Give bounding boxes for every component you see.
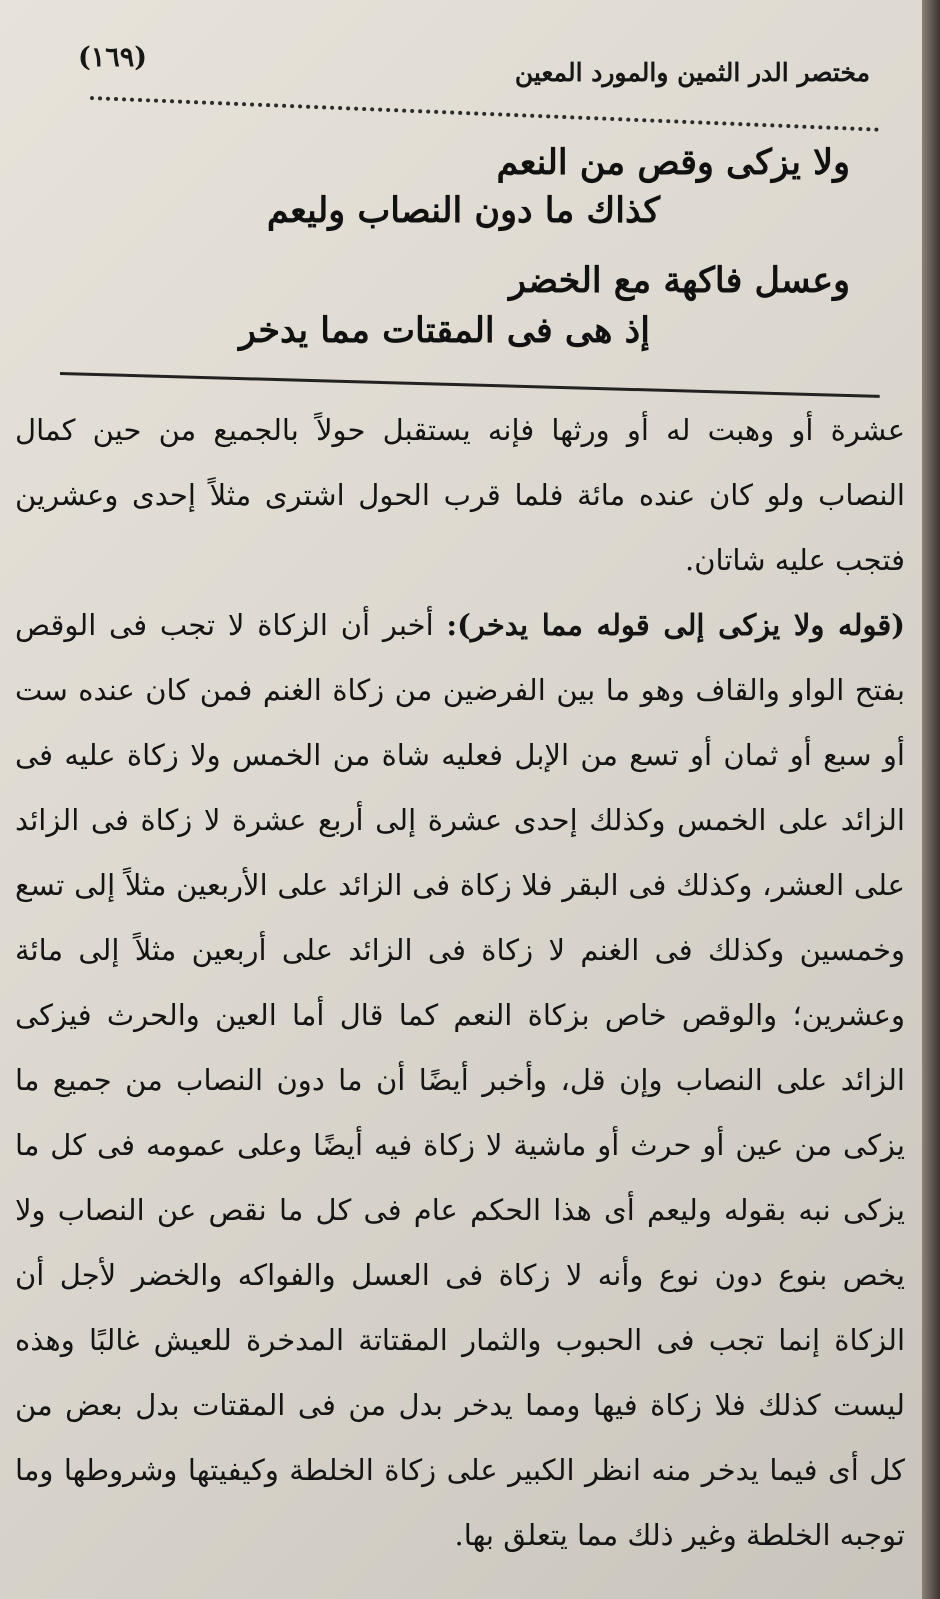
verse-separator-rule bbox=[60, 372, 880, 398]
commentary-body: أخبر أن الزكاة لا تجب فى الوقص بفتح الواو والقاف وهو ما بين الفرضين من زكاة الغنم فمن كان عنده ست أو سبع أو ثمان أو تسع من الإبل فعليه شاة من الخمس ولا زكاة عليه فى الزائد على الخمس وكذلك إحدى عشرة إلى أربع عشرة لا زكاة فى الزائد على العشر، وكذلك فى البقر فلا زكاة فى الزائد على الأربعين مثلاً إلى تسع وخمسين وكذلك فى الغنم لا زكاة فى الزائد على أربعين مثلاً إلى مائة وعشرين؛ والوقص خاص بزكاة النعم كما قال أما العين والحرث فيزكى الزائد على النصاب وإن قل، وأخبر أيضًا أن ما دون النصاب من جميع ما يزكى من عين أو حرث أو ماشية لا زكاة فيه أيضًا وعلى عمومه فى كل ما يزكى نبه بقوله وليعم أى هذا الحكم عام فى كل ما نقص عن النصاب ولا يخص بنوع دون نوع وأنه لا زكاة فى العسل والفواكه والخضر لأجل أن الزكاة إنما تجب فى الحبوب والثمار المقتاتة المدخرة للعيش غالبًا وهذه ليست كذلك فلا زكاة فيها ومما يدخر بدل من فى المقتات بدل بعض من كل أى فيما يدخر منه انظر الكبير على زكاة الخلطة وكيفيتها وشروطها وما توجبه الخلطة وغير ذلك مما يتعلق بها. bbox=[15, 608, 905, 1552]
page-number: (١٦٩) bbox=[78, 42, 148, 73]
running-title: مختصر الدر الثمين والمورد المعين bbox=[514, 58, 870, 87]
commentary-paragraph bbox=[15, 593, 905, 1568]
header-dotted-rule bbox=[90, 96, 880, 132]
verse-line: ولا يزكى وقص من النعم bbox=[496, 142, 850, 183]
commentary-lead: (قوله ولا يزكى إلى قوله مما يدخر): bbox=[446, 608, 906, 642]
verse-line: إذ هى فى المقتات مما يدخر bbox=[239, 310, 650, 351]
book-spine-shadow bbox=[922, 0, 940, 1599]
poem-verses bbox=[120, 132, 850, 362]
verse-line: كذاك ما دون النصاب وليعم bbox=[266, 190, 660, 231]
commentary-paragraph: عشرة أو وهبت له أو ورثها فإنه يستقبل حولاً بالجميع من حين كمال النصاب ولو كان عنده مائة فلما قرب الحول اشترى مثلاً إحدى وعشرين فتجب عليه شاتان. bbox=[15, 413, 905, 577]
commentary-text bbox=[15, 398, 905, 1568]
page-header bbox=[70, 38, 870, 98]
verse-line: وعسل فاكهة مع الخضر bbox=[508, 260, 850, 301]
